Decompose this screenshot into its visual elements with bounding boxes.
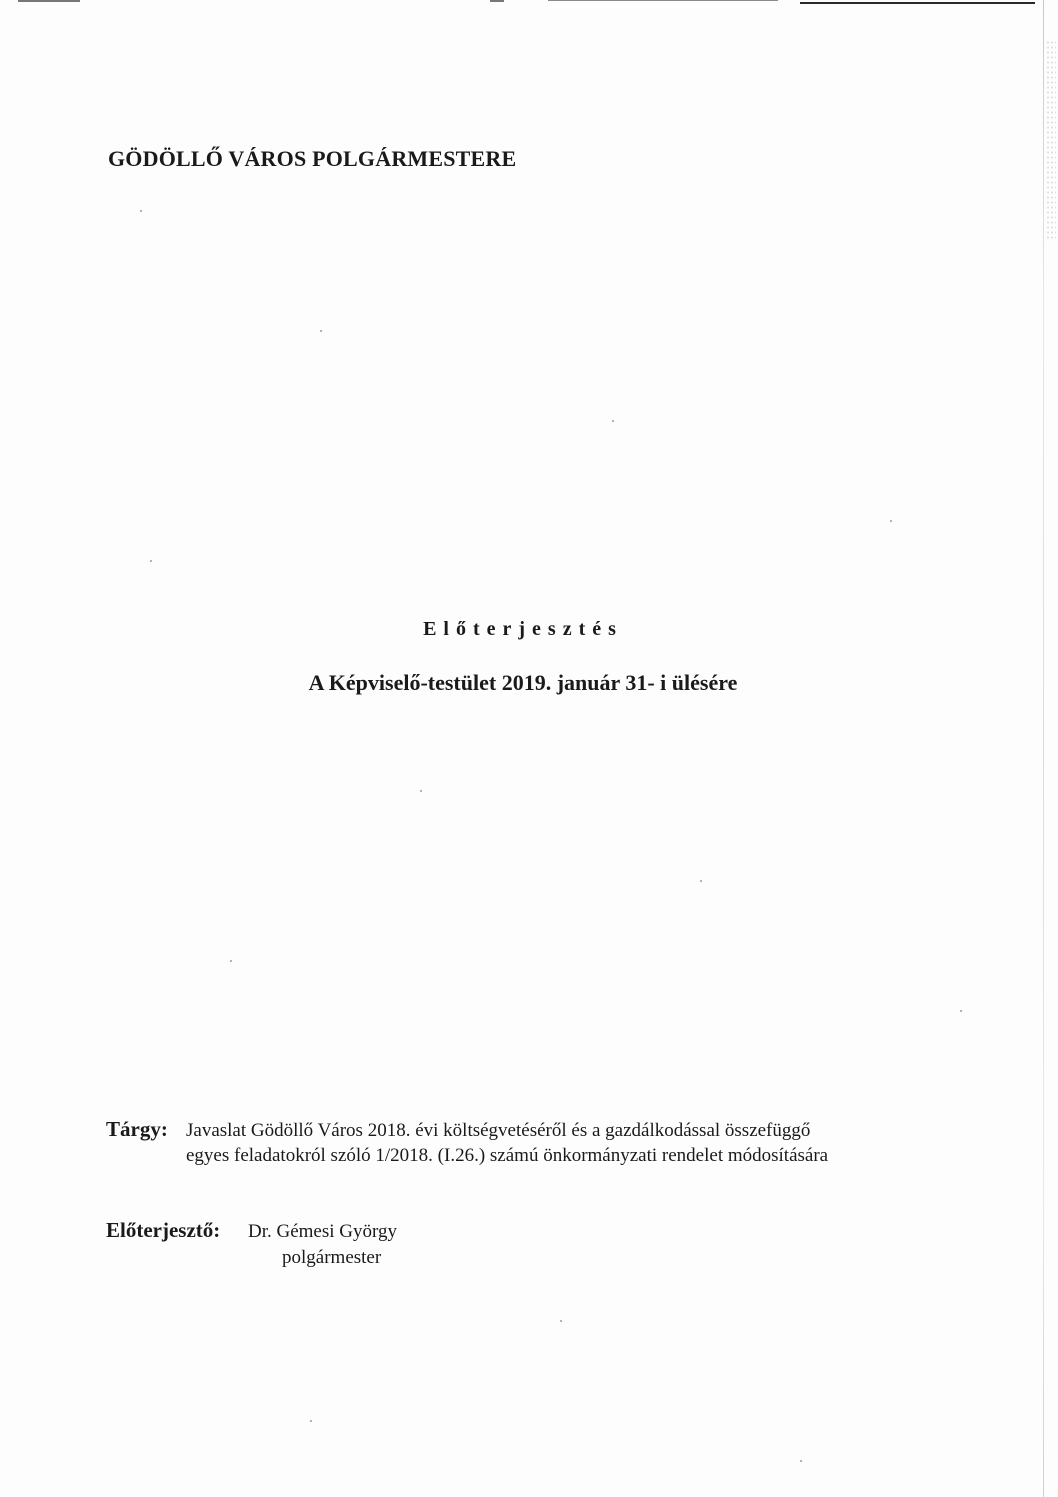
scan-speck: [612, 420, 614, 422]
presenter-role: polgármester: [282, 1247, 382, 1268]
scan-speck: [150, 560, 152, 562]
scan-edge-noise: [1046, 40, 1056, 240]
subject-label: Tárgy:: [106, 1117, 168, 1141]
issuer-heading: GÖDÖLLŐ VÁROS POLGÁRMESTERE: [108, 146, 517, 171]
scan-speck: [560, 1320, 562, 1322]
scan-speck: [320, 330, 322, 332]
scan-speck: [310, 1420, 312, 1422]
meeting-line: [0, 670, 1046, 696]
document-type-title: [0, 618, 1046, 641]
scan-speck: [890, 520, 892, 522]
scan-right-edge: [1043, 0, 1044, 1497]
meeting-text: A Képviselő-testület 2019. január 31- i ülésére: [308, 670, 738, 695]
subject-text-line-2: egyes feladatokról szóló 1/2018. (I.26.) számú önkormányzati rendelet módosítására: [186, 1145, 829, 1166]
scan-speck: [230, 960, 232, 962]
scan-speck: [420, 790, 422, 792]
scan-speck: [960, 1010, 962, 1012]
scan-speck: [800, 1460, 802, 1462]
scan-speck: [140, 210, 142, 212]
scan-speck: [700, 880, 702, 882]
document-type-text: Előterjesztés: [423, 618, 623, 640]
subject-text-line-1: Javaslat Gödöllő Város 2018. évi költségvetéséről és a gazdálkodással összefüggő: [186, 1120, 811, 1141]
presenter-name: Dr. Gémesi György: [248, 1221, 397, 1242]
presenter-label: Előterjesztő:: [106, 1218, 221, 1242]
scan-top-rule: [800, 2, 1035, 4]
